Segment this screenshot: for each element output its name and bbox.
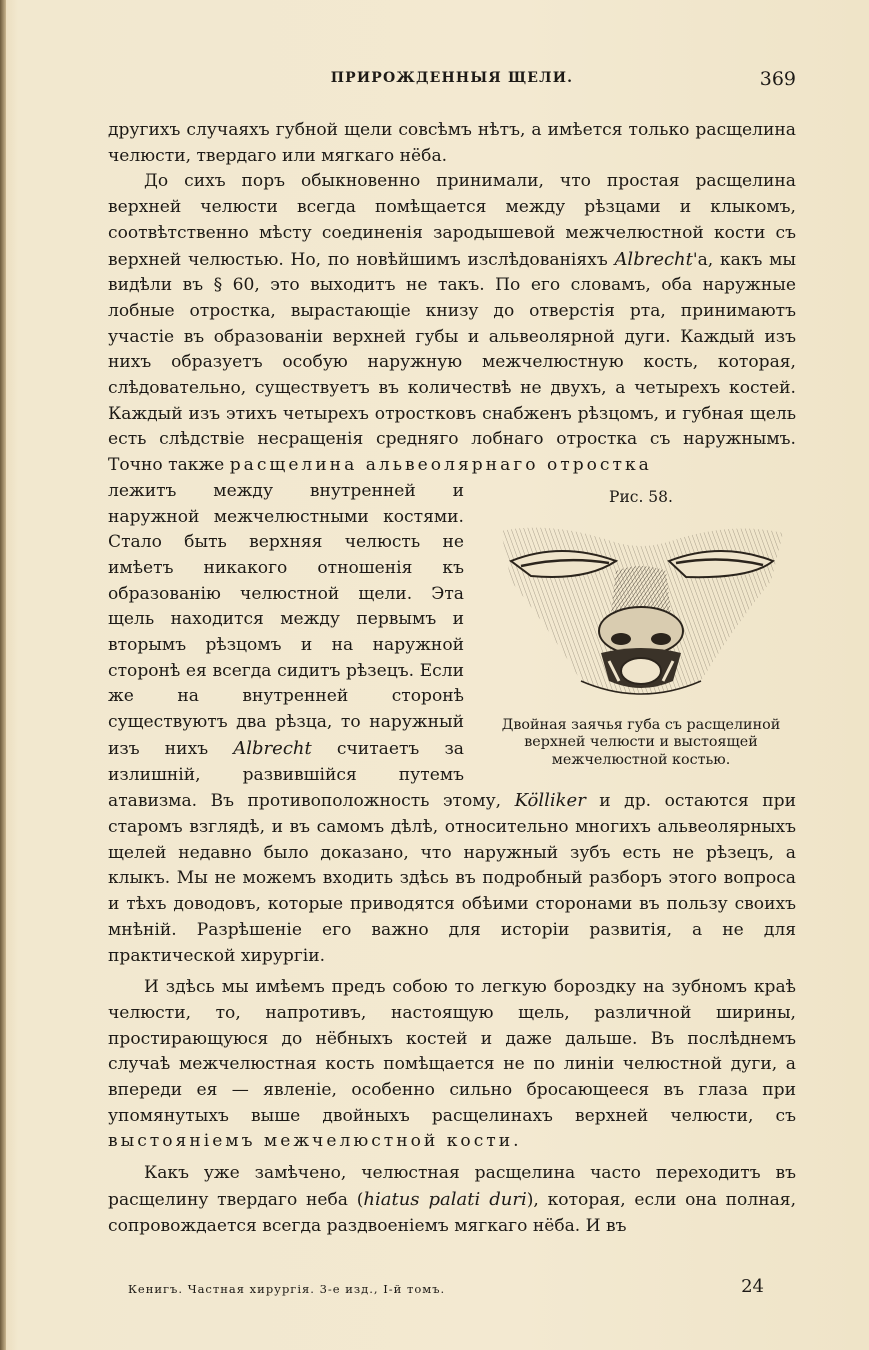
paragraph-2-part-b: 'а, какъ мы видѣли въ § 60, это выходитъ не такъ. По его словамъ, оба наружные лобные отростка, вырастающіе книзу до отверстія рта, принимаютъ участіе въ образованіи верхней губы и альвеолярной дуги. Каждый изъ нихъ образуетъ особую наружную межчелюстную кость, которая, слѣдовательно, существуетъ въ количествѣ не двухъ, а четырехъ костей. Каждый изъ этихъ четырехъ отростковъ снабженъ рѣзцомъ, и губная щель есть слѣдствіе несращенія средняго лобнаго отростка съ наружнымъ. Точно также xyxy=(108,249,797,476)
paragraph-4 xyxy=(108,1161,796,1239)
author-name-albrecht: Albrecht xyxy=(614,248,693,270)
body-text xyxy=(108,118,796,1239)
figure-58 xyxy=(486,485,796,769)
paragraph-2-part-d: считаетъ за излишній, развившійся путемъ атавизма. Въ противоположность этому, xyxy=(108,738,515,812)
paragraph-1: другихъ случаяхъ губной щели совсѣмъ нѣтъ, а имѣется только расщелина челюсти, твердаго или мягкаго нёба. xyxy=(108,120,796,166)
paragraph-2-part-e: и др. остаются при старомъ взглядѣ, и въ самомъ дѣлѣ, относительно многихъ альвеолярныхъ щелей недавно было доказано, что наружный зубъ есть не рѣзецъ, а клыкъ. Мы не можемъ входить здѣсь въ подробный разборъ этого вопроса и тѣхъ доводовъ, которые приводятся обѣими сторонами въ пользу своихъ мнѣній. Разрѣшеніе его важно для исторіи развитія, а не для практической хирургіи. xyxy=(108,791,796,966)
running-title: ПРИРОЖДЕННЫЯ ЩЕЛИ. xyxy=(330,70,574,86)
paragraph-2-part-c: лежитъ между внутренней и наружной межчелюстными костями. Стало быть верхняя челюсть не имѣетъ никакого отношенія къ образованію челюстной щели. Эта щель находится между первымъ и вторымъ рѣзцомъ и на наружной сторонѣ ея всегда сидитъ рѣзецъ. Если же на внутренней сторонѣ существуютъ два рѣзца, то наружный изъ нихъ xyxy=(108,480,464,759)
paragraph-2-part-a: До сихъ поръ обыкновенно принимали, что простая расщелина верхней челюсти всегда помѣщается между рѣзцами и клыкомъ, соотвѣтственно мѣсту соединенія зародышевой межчелюстной кости съ верхней челюстью. Но, по новѣйшимъ изслѣдованіяхъ xyxy=(108,171,796,270)
signature-mark: 24 xyxy=(741,1276,764,1297)
figure-caption: Двойная заячья губа съ расщелиной верхней челюсти и выстоящей межчелюстной костью. xyxy=(501,716,781,768)
page-number: 369 xyxy=(759,68,796,90)
page-footer xyxy=(108,1276,796,1300)
spaced-term-protrusion: выстояніемъ межчелюстной кости xyxy=(108,1131,514,1152)
figure-engraving-face xyxy=(491,521,791,707)
paragraph-3-part-a: И здѣсь мы имѣемъ предъ собою то легкую бороздку на зубномъ краѣ челюсти, то, напротивъ, настоящую щель, различной ширины, простирающуюся до нёбныхъ костей и даже дальше. Въ послѣднемъ случаѣ межчелюстная кость помѣщается не по линіи челюстной дуги, а впереди ея — явленіе, особенно сильно бросающееся въ глаза при упомянутыхъ выше двойныхъ расщелинахъ верхней челюсти, съ xyxy=(108,977,796,1126)
latin-term: hiatus palati duri xyxy=(363,1188,527,1210)
page-spine-edge xyxy=(0,0,6,1350)
paragraph-4-part-a: Какъ уже замѣчено, челюстная расщелина часто переходитъ въ расщелину твердаго неба ( xyxy=(108,1163,796,1210)
figure-label: Рис. 58. xyxy=(609,487,673,506)
author-name-albrecht-2: Albrecht xyxy=(233,737,312,759)
paragraph-4-part-b: ), которая, если она полная, сопровождается всегда раздвоеніемъ мягкаго нёба. И въ xyxy=(108,1189,797,1236)
footer-bibliographic-note: Кенигъ. Частная хирургія. 3-е изд., I-й томъ. xyxy=(128,1282,446,1296)
paragraph-2 xyxy=(108,169,796,478)
spaced-term-alveolar-cleft: расщелина альвеолярнаго отростка xyxy=(229,455,652,476)
page-header xyxy=(108,70,796,98)
author-name-kolliker: Kölliker xyxy=(514,790,586,812)
paragraph-3 xyxy=(108,975,796,1155)
paragraph-3-part-b: . xyxy=(513,1131,519,1152)
